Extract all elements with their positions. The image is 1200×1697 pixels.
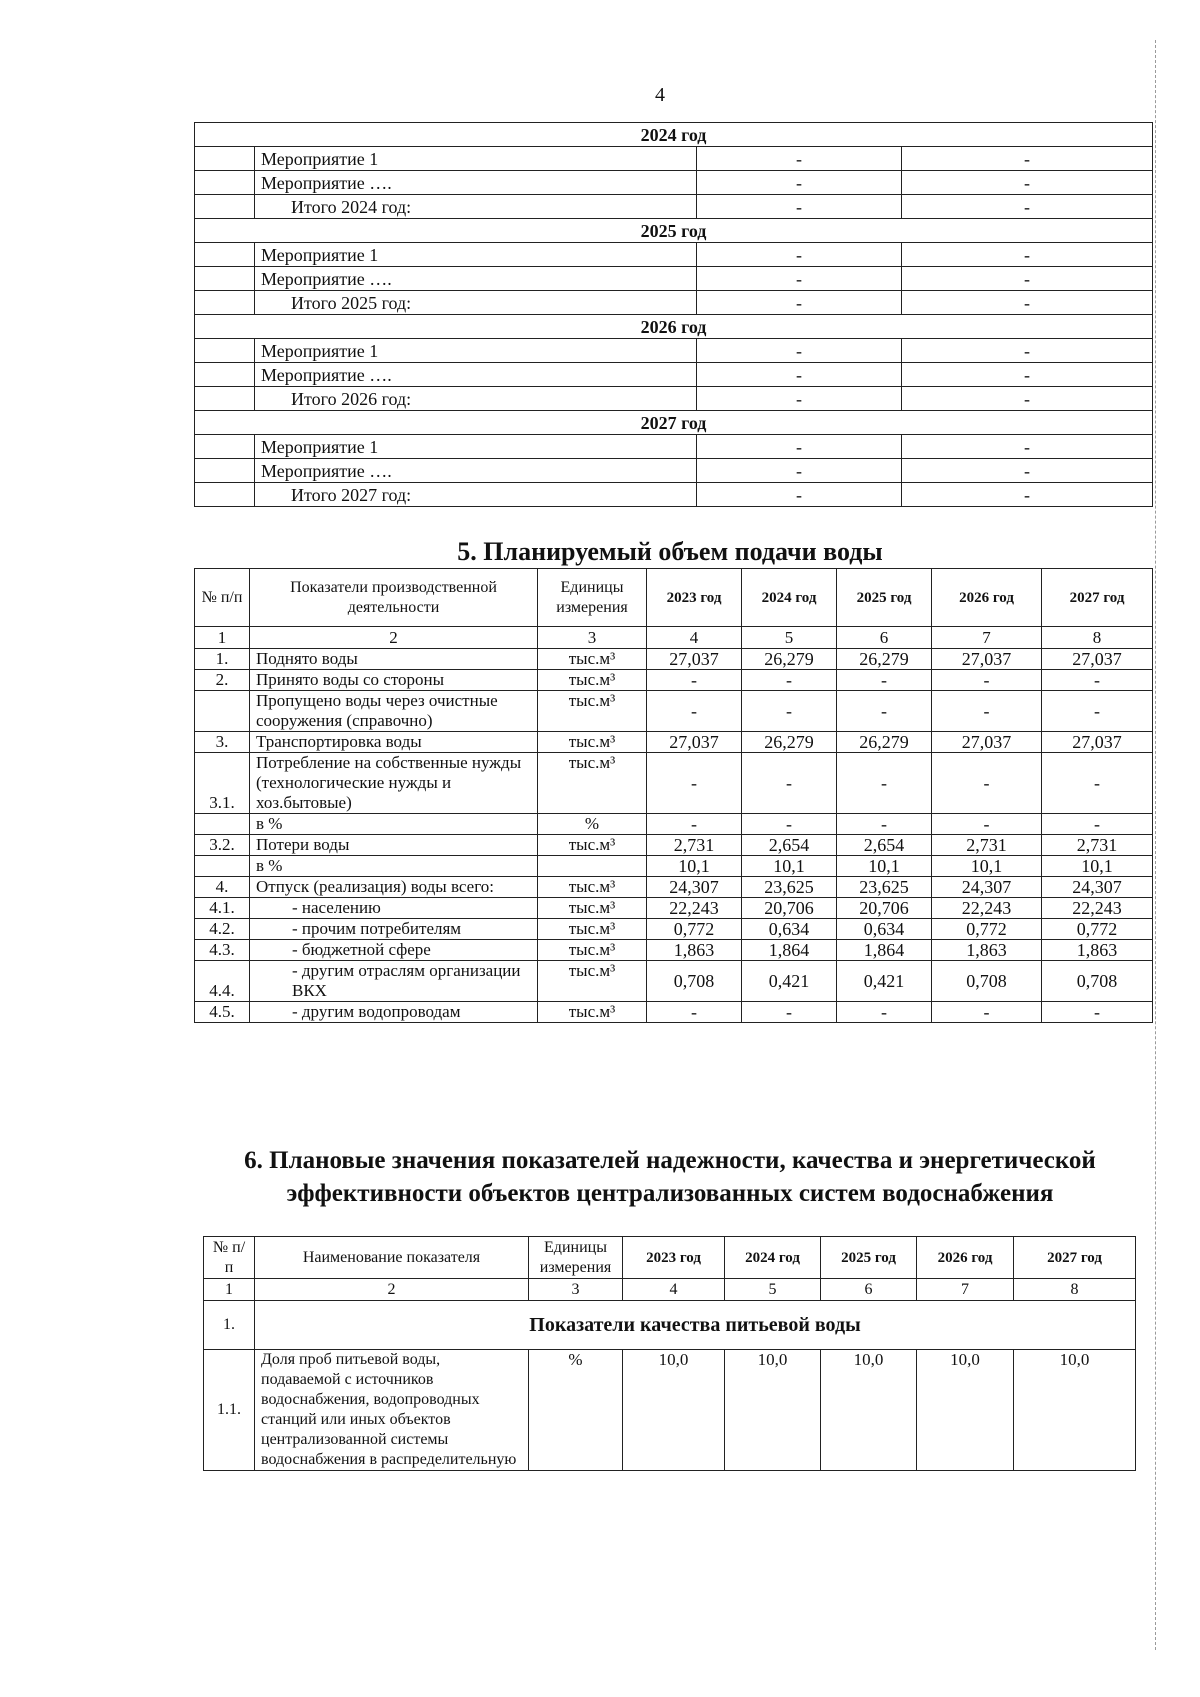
header-num: № п/п — [204, 1237, 255, 1279]
event-row — [195, 291, 1153, 315]
water-supply-table — [194, 568, 1153, 1023]
event-row — [195, 459, 1153, 483]
value-cell: 2,731 — [647, 835, 742, 856]
indicator-row — [195, 877, 1153, 898]
value-cell: 2,654 — [837, 835, 932, 856]
row-number — [195, 691, 250, 732]
event-name: Мероприятие …. — [255, 459, 697, 483]
section-6-title: 6. Плановые значения показателей надежности, качества и энергетической эффективности объектов централизованных систем водоснабжения — [244, 1147, 1096, 1207]
value-cell: - — [647, 753, 742, 814]
value-cell: 10,0 — [1014, 1350, 1136, 1471]
value-cell: - — [837, 691, 932, 732]
value-cell: 0,772 — [1042, 919, 1153, 940]
value-cell: 23,625 — [742, 877, 837, 898]
value-cell: - — [932, 1002, 1042, 1023]
value-cell: 0,772 — [932, 919, 1042, 940]
event-value: - — [697, 459, 902, 483]
unit-cell: % — [529, 1350, 623, 1471]
event-row — [195, 435, 1153, 459]
event-value: - — [697, 147, 902, 171]
event-value: - — [902, 435, 1153, 459]
row-number: 4.5. — [195, 1002, 250, 1023]
value-cell: 27,037 — [1042, 732, 1153, 753]
event-name: Мероприятие 1 — [255, 243, 697, 267]
row-number: 1. — [204, 1301, 255, 1350]
header-num: № п/п — [195, 569, 250, 627]
value-cell: 10,0 — [917, 1350, 1014, 1471]
unit-cell: тыс.м³ — [538, 919, 647, 940]
year-row — [195, 315, 1153, 339]
value-cell: 1,864 — [742, 940, 837, 961]
header-year: 2025 год — [837, 569, 932, 627]
value-cell: 24,307 — [932, 877, 1042, 898]
event-row — [195, 363, 1153, 387]
row-number: 4.1. — [195, 898, 250, 919]
value-cell: 22,243 — [932, 898, 1042, 919]
value-cell: 1,863 — [932, 940, 1042, 961]
event-num-cell — [195, 387, 255, 411]
value-cell: 27,037 — [932, 649, 1042, 670]
event-value: - — [697, 483, 902, 507]
event-row — [195, 171, 1153, 195]
unit-cell: тыс.м³ — [538, 877, 647, 898]
page-number: 4 — [655, 84, 665, 106]
column-number: 6 — [837, 627, 932, 649]
value-cell: 24,307 — [647, 877, 742, 898]
indicator-row — [195, 961, 1153, 1002]
value-cell: 10,1 — [742, 856, 837, 877]
unit-cell: тыс.м³ — [538, 753, 647, 814]
event-value: - — [902, 339, 1153, 363]
indicator-row — [195, 670, 1153, 691]
value-cell: 27,037 — [647, 649, 742, 670]
column-number: 7 — [917, 1279, 1014, 1301]
event-name: Итого 2026 год: — [255, 387, 697, 411]
value-cell: 26,279 — [837, 732, 932, 753]
event-value: - — [697, 363, 902, 387]
event-value: - — [697, 435, 902, 459]
event-num-cell — [195, 243, 255, 267]
indicator-row — [195, 919, 1153, 940]
event-num-cell — [195, 339, 255, 363]
header-year: 2024 год — [742, 569, 837, 627]
section-row — [204, 1301, 1136, 1350]
column-number: 5 — [725, 1279, 821, 1301]
indicator-row — [195, 814, 1153, 835]
event-value: - — [697, 291, 902, 315]
row-number: 3.1. — [195, 753, 250, 814]
event-row — [195, 147, 1153, 171]
event-value: - — [697, 195, 902, 219]
row-number: 4. — [195, 877, 250, 898]
value-cell: - — [742, 691, 837, 732]
unit-cell: тыс.м³ — [538, 898, 647, 919]
event-num-cell — [195, 483, 255, 507]
value-cell: - — [837, 670, 932, 691]
column-number: 3 — [529, 1279, 623, 1301]
value-cell: 10,1 — [647, 856, 742, 877]
row-number: 2. — [195, 670, 250, 691]
value-cell: - — [742, 814, 837, 835]
indicator-name: в % — [250, 814, 538, 835]
event-value: - — [902, 147, 1153, 171]
value-cell: - — [742, 1002, 837, 1023]
unit-cell: тыс.м³ — [538, 940, 647, 961]
event-name: Мероприятие 1 — [255, 147, 697, 171]
indicator-name: Принято воды со стороны — [250, 670, 538, 691]
event-num-cell — [195, 435, 255, 459]
value-cell: - — [647, 1002, 742, 1023]
indicator-name: - другим водопроводам — [250, 1002, 538, 1023]
value-cell: 1,864 — [837, 940, 932, 961]
value-cell: - — [647, 814, 742, 835]
row-number — [195, 856, 250, 877]
value-cell: - — [932, 691, 1042, 732]
column-number: 4 — [647, 627, 742, 649]
event-num-cell — [195, 363, 255, 387]
scan-edge-artifact — [1154, 40, 1156, 1650]
value-cell: - — [1042, 753, 1153, 814]
value-cell: - — [1042, 1002, 1153, 1023]
event-value: - — [697, 387, 902, 411]
value-cell: 27,037 — [647, 732, 742, 753]
year-row — [195, 219, 1153, 243]
year-row — [195, 123, 1153, 147]
indicator-name: Транспортировка воды — [250, 732, 538, 753]
event-value: - — [697, 243, 902, 267]
event-name: Итого 2027 год: — [255, 483, 697, 507]
event-row — [195, 339, 1153, 363]
indicator-row — [195, 732, 1153, 753]
event-value: - — [902, 291, 1153, 315]
value-cell: - — [932, 814, 1042, 835]
event-value: - — [902, 363, 1153, 387]
value-cell: 10,1 — [932, 856, 1042, 877]
value-cell: - — [1042, 814, 1153, 835]
value-cell: 27,037 — [1042, 649, 1153, 670]
header-year: 2023 год — [623, 1237, 725, 1279]
indicator-name: Поднято воды — [250, 649, 538, 670]
indicator-name: Отпуск (реализация) воды всего: — [250, 877, 538, 898]
row-number: 3.2. — [195, 835, 250, 856]
unit-cell: тыс.м³ — [538, 649, 647, 670]
indicator-name: - бюджетной сфере — [250, 940, 538, 961]
unit-cell: тыс.м³ — [538, 961, 647, 1002]
unit-cell: тыс.м³ — [538, 1002, 647, 1023]
column-number: 4 — [623, 1279, 725, 1301]
value-cell: 10,0 — [725, 1350, 821, 1471]
event-name: Мероприятие …. — [255, 267, 697, 291]
indicator-row — [204, 1350, 1136, 1471]
value-cell: 20,706 — [837, 898, 932, 919]
indicator-row — [195, 898, 1153, 919]
column-number: 8 — [1014, 1279, 1136, 1301]
indicator-row — [195, 753, 1153, 814]
value-cell: 10,0 — [623, 1350, 725, 1471]
header-year: 2024 год — [725, 1237, 821, 1279]
event-value: - — [902, 195, 1153, 219]
value-cell: - — [742, 670, 837, 691]
event-value: - — [902, 459, 1153, 483]
indicator-row — [195, 856, 1153, 877]
unit-cell: тыс.м³ — [538, 691, 647, 732]
indicator-name: Потребление на собственные нужды (технологические нужды и хоз.бытовые) — [250, 753, 538, 814]
value-cell: 24,307 — [1042, 877, 1153, 898]
value-cell: 0,708 — [647, 961, 742, 1002]
event-value: - — [902, 243, 1153, 267]
indicator-row — [195, 835, 1153, 856]
value-cell: 0,708 — [1042, 961, 1153, 1002]
header-year: 2025 год — [821, 1237, 917, 1279]
header-year: 2026 год — [932, 569, 1042, 627]
year-heading: 2026 год — [195, 315, 1153, 339]
column-number: 1 — [195, 627, 250, 649]
value-cell: - — [932, 670, 1042, 691]
header-indicator: Показатели производственной деятельности — [250, 569, 538, 627]
header-indicator: Наименование показателя — [255, 1237, 529, 1279]
value-cell: 23,625 — [837, 877, 932, 898]
value-cell: 22,243 — [647, 898, 742, 919]
unit-cell: тыс.м³ — [538, 670, 647, 691]
event-name: Итого 2024 год: — [255, 195, 697, 219]
indicator-name: - прочим потребителям — [250, 919, 538, 940]
column-number: 2 — [255, 1279, 529, 1301]
unit-cell: % — [538, 814, 647, 835]
value-cell: 22,243 — [1042, 898, 1153, 919]
value-cell: 26,279 — [837, 649, 932, 670]
value-cell: 26,279 — [742, 732, 837, 753]
column-number: 5 — [742, 627, 837, 649]
row-number: 3. — [195, 732, 250, 753]
event-num-cell — [195, 267, 255, 291]
header-year: 2026 год — [917, 1237, 1014, 1279]
indicator-name: в % — [250, 856, 538, 877]
header-unit: Единицы измерения — [538, 569, 647, 627]
row-number — [195, 814, 250, 835]
value-cell: 2,731 — [1042, 835, 1153, 856]
value-cell: 0,772 — [647, 919, 742, 940]
column-number: 7 — [932, 627, 1042, 649]
row-number: 4.2. — [195, 919, 250, 940]
column-number: 1 — [204, 1279, 255, 1301]
value-cell: - — [837, 753, 932, 814]
event-name: Мероприятие 1 — [255, 339, 697, 363]
value-cell: 1,863 — [647, 940, 742, 961]
indicator-row — [195, 649, 1153, 670]
unit-cell: тыс.м³ — [538, 732, 647, 753]
value-cell: 27,037 — [932, 732, 1042, 753]
event-value: - — [697, 267, 902, 291]
header-unit: Единицы измерения — [529, 1237, 623, 1279]
event-row — [195, 195, 1153, 219]
value-cell: 0,634 — [742, 919, 837, 940]
event-num-cell — [195, 147, 255, 171]
event-num-cell — [195, 171, 255, 195]
row-number: 4.3. — [195, 940, 250, 961]
value-cell: 10,0 — [821, 1350, 917, 1471]
header-year: 2027 год — [1042, 569, 1153, 627]
section-heading: Показатели качества питьевой воды — [255, 1301, 1136, 1350]
event-name: Мероприятие …. — [255, 363, 697, 387]
unit-cell: тыс.м³ — [538, 835, 647, 856]
event-row — [195, 387, 1153, 411]
column-number: 8 — [1042, 627, 1153, 649]
event-num-cell — [195, 291, 255, 315]
event-row — [195, 483, 1153, 507]
indicator-name: - другим отраслям организации ВКХ — [250, 961, 538, 1002]
event-value: - — [902, 267, 1153, 291]
event-name: Мероприятие …. — [255, 171, 697, 195]
row-number: 1.1. — [204, 1350, 255, 1471]
value-cell: 20,706 — [742, 898, 837, 919]
indicator-row — [195, 940, 1153, 961]
year-heading: 2024 год — [195, 123, 1153, 147]
value-cell: - — [932, 753, 1042, 814]
value-cell: 26,279 — [742, 649, 837, 670]
value-cell: 2,731 — [932, 835, 1042, 856]
event-num-cell — [195, 195, 255, 219]
event-row — [195, 267, 1153, 291]
indicator-name: Пропущено воды через очистные сооружения (справочно) — [250, 691, 538, 732]
year-row — [195, 411, 1153, 435]
value-cell: - — [647, 670, 742, 691]
value-cell: 0,421 — [742, 961, 837, 1002]
value-cell: 10,1 — [1042, 856, 1153, 877]
value-cell: - — [742, 753, 837, 814]
header-year: 2023 год — [647, 569, 742, 627]
quality-indicators-table — [203, 1236, 1136, 1471]
indicator-row — [195, 1002, 1153, 1023]
row-number: 1. — [195, 649, 250, 670]
event-name: Мероприятие 1 — [255, 435, 697, 459]
value-cell: 0,634 — [837, 919, 932, 940]
value-cell: - — [1042, 670, 1153, 691]
value-cell: 2,654 — [742, 835, 837, 856]
indicator-name: Доля проб питьевой воды, подаваемой с источников водоснабжения, водопроводных станций или иных объектов централизованной системы водоснабжения в распределительную — [255, 1350, 529, 1471]
event-row — [195, 243, 1153, 267]
value-cell: 0,708 — [932, 961, 1042, 1002]
event-value: - — [697, 339, 902, 363]
events-table — [194, 122, 1153, 507]
column-number: 6 — [821, 1279, 917, 1301]
event-num-cell — [195, 459, 255, 483]
year-heading: 2027 год — [195, 411, 1153, 435]
section-5-title: 5. Планируемый объем подачи воды — [457, 537, 883, 566]
year-heading: 2025 год — [195, 219, 1153, 243]
indicator-name: - населению — [250, 898, 538, 919]
indicator-name: Потери воды — [250, 835, 538, 856]
value-cell: - — [647, 691, 742, 732]
column-number: 2 — [250, 627, 538, 649]
header-year: 2027 год — [1014, 1237, 1136, 1279]
value-cell: - — [837, 1002, 932, 1023]
column-number: 3 — [538, 627, 647, 649]
unit-cell — [538, 856, 647, 877]
event-name: Итого 2025 год: — [255, 291, 697, 315]
value-cell: - — [837, 814, 932, 835]
value-cell: 10,1 — [837, 856, 932, 877]
value-cell: 0,421 — [837, 961, 932, 1002]
event-value: - — [902, 387, 1153, 411]
event-value: - — [902, 483, 1153, 507]
value-cell: - — [1042, 691, 1153, 732]
value-cell: 1,863 — [1042, 940, 1153, 961]
event-value: - — [902, 171, 1153, 195]
indicator-row — [195, 691, 1153, 732]
row-number: 4.4. — [195, 961, 250, 1002]
event-value: - — [697, 171, 902, 195]
